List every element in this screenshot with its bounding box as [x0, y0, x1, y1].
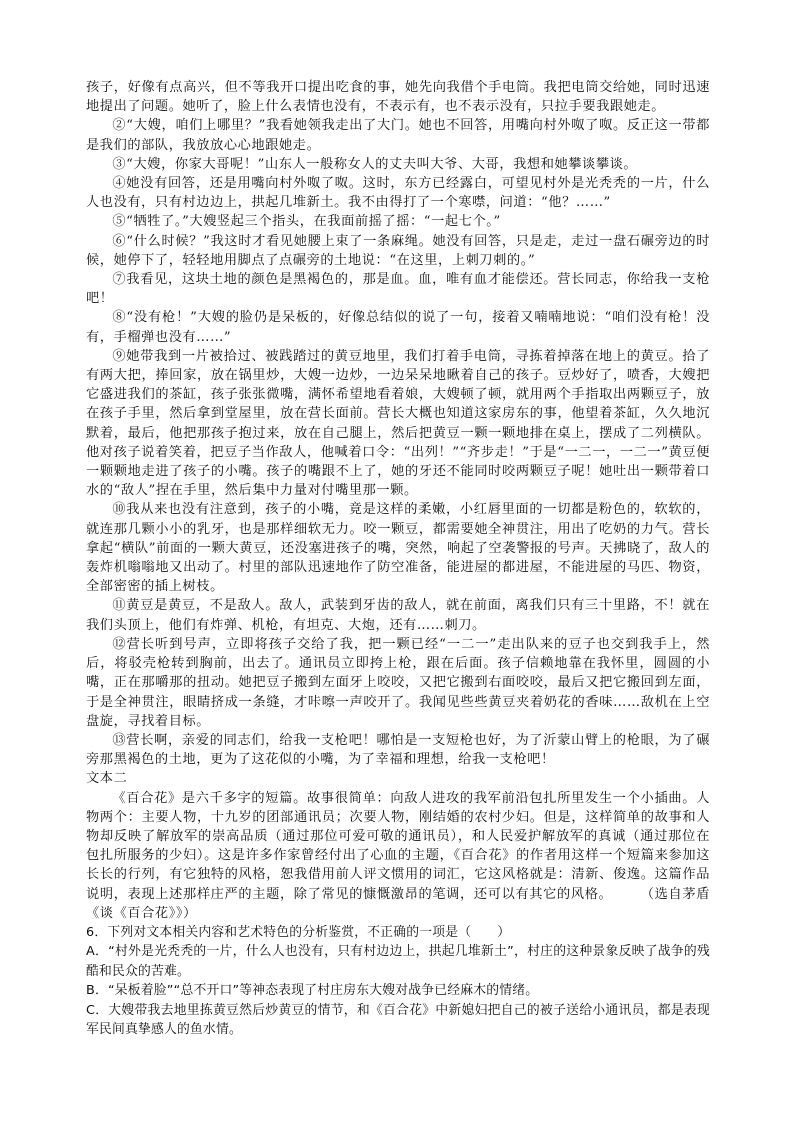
paragraph-6: ⑥“什么时候？”我这时才看见她腰上束了一条麻绳。她没有回答，只是走，走过一盘石碾旁边的时候，她停下了，轻轻地用脚点了点碾旁的土地说：“在这里，上刺刀刺的。” [86, 233, 710, 268]
paragraph-3: ③“大嫂，你家大哥呢！”山东人一般称女人的丈夫叫大爷、大哥，我想和她攀谈攀谈。 [112, 156, 638, 172]
option-c[interactable]: C．大嫂带我去地里拣黄豆然后炒黄豆的情节，和《百合花》中新媳妇把自己的被子送给小通讯员，都是表现军民间真挚感人的鱼水情。 [86, 1002, 710, 1037]
paragraph-10: ⑩我从来也没有注意到，孩子的小嘴，竟是这样的柔嫩，小红唇里面的一切都是粉色的，软软的，就连那几颗小小的乳牙，也是那样细软无力。咬一颗豆，都需要她全神贯注，用出了吃奶的力气。营长拿起“横队”前面的一颗大黄豆，还没塞进孩子的嘴，突然，响起了空袭警报的号声。天拂晓了，敌人的轰炸机嗡嗡地又出动了。村里的部队迅速地作了防空准备，能进屋的都进屋，不能进屋的马匹、物资，全部密密的插上树枝。 [86, 502, 710, 595]
passage-two [86, 789, 710, 923]
paragraph-8: ⑧“没有枪！”大嫂的脸仍是呆板的，好像总结似的说了一句，接着又喃喃地说：“咱们没有枪！没有，手榴弹也没有……” [86, 310, 710, 345]
passage-two-source: （选自茅盾《谈《百合花》》） [86, 886, 710, 921]
paragraph-continued: 孩子，好像有点高兴，但不等我开口提出吃食的事，她先向我借个手电筒。我把电筒交给她，同时迅速地提出了问题。她听了，脸上什么表情也没有，不表示有，也不表示没有，只拉手要我跟她走。 [86, 80, 710, 115]
paragraph-7: ⑦我看见，这块土地的颜色是黑褐色的，那是血。血，唯有血才能偿还。营长同志，你给我一支枪吧！ [86, 272, 710, 307]
question-stem: 6．下列对文本相关内容和艺术特色的分析鉴赏，不正确的一项是（ ） [86, 924, 511, 940]
option-b[interactable]: B．“呆板着脸”“总不开口”等神态表现了村庄房东大嫂对战争已经麻木的情绪。 [86, 983, 539, 999]
paragraph-4: ④她没有回答，还是用嘴向村外呶了呶。这时，东方已经露白，可望见村外是光秃秃的一片，什么人也没有，只有村边边上，拱起几堆新土。我不由得打了一个寒噤，问道：“他？……” [86, 176, 710, 211]
paragraph-12: ⑫营长听到号声，立即将孩子交给了我，把一颗已经“一二一”走出队来的豆子也交到我手上，然后，将驳壳枪转到胸前，出去了。通讯员立即挎上枪，跟在后面。孩子信赖地靠在我怀里，圆圆的小嘴，正在那嚼那的扭动。她把豆子搬到左面牙上咬咬，又把它搬到右面咬咬，最后又把它搬回到左面，于是全神贯注，眼睛挤成一条缝，才咔嚓一声咬开了。我闻见些些黄豆夹着奶花的香味……敌机在上空盘旋，寻找着目标。 [86, 636, 710, 729]
paragraph-13: ⑬营长啊，亲爱的同志们，给我一支枪吧！哪怕是一支短枪也好，为了沂蒙山臂上的枪眼，为了碾旁那黑褐色的土地，更为了这花似的小嘴，为了幸福和理想，给我一支枪吧！ [86, 732, 710, 768]
paragraph-2: ②“大嫂，咱们上哪里？”我看她领我走出了大门。她也不回答，用嘴向村外呶了呶。反正这一带都是我们的部队，我放放心心地跟她走。 [86, 118, 710, 153]
paragraph-9: ⑨她带我到一片被拾过、被践踏过的黄豆地里，我们打着手电筒，寻拣着掉落在地上的黄豆。拾了有两大把，捧回家，放在锅里炒，大嫂一边炒，一边呆呆地瞅着自己的孩子。豆炒好了，喷香，大嫂把它盛进我们的茶缸，孩子张张微嘴，满怀希望地看着娘，大嫂顿了顿，就用两个手指取出两颗豆子，放在孩子手里，然后拿到堂屋里，放在营长面前。营长大概也知道这家房东的事，他望着茶缸，久久地沉默着，最后，他把那孩子抱过来，放在自己腿上，然后把黄豆一颗一颗地排在桌上，摆成了二列横队。他对孩子说着笑着，把豆子当作敌人，他喊着口令：“出列！”“齐步走！”于是“一二一，一二一”黄豆便一颗颗地走进了孩子的小嘴。孩子的嘴跟不上了，她的牙还不能同时咬两颗豆子呢！她吐出一颗带着口水的“敌人”捏在手里，然后集中力量对付嘴里那一颗。 [86, 348, 710, 499]
paragraph-5: ⑤“牺牲了。”大嫂竖起三个指头，在我面前摇了摇：“一起七个。” [112, 214, 501, 230]
passage-two-text: 《百合花》是六千多字的短篇。故事很简单：向敌人进攻的我军前沿包扎所里发生一个小插曲。人物两个：主要人物，十九岁的团部通讯员；次要人物，刚结婚的农村少妇。但是，这样简单的故事和人物却反映了解放军的崇高品质（通过那位可爱可敬的通讯员），和人民爱护解放军的真诚（通过那位在包扎所服务的少妇）。这是许多作家曾经付出了心血的主题，《百合花》的作者用这样一个短篇来参加这长长的行列，有它独特的风格，恕我借用前人评文惯用的词汇，它这风格就是：清新、俊逸。这篇作品说明，表现上述那样庄严的主题，除了常见的慷慨激昂的笔调，还可以有其它的风格。 [86, 790, 710, 902]
passage-one [86, 78, 710, 769]
question-6 [86, 923, 710, 1039]
text-two-label: 文本二 [86, 771, 128, 787]
paragraph-11: ⑪黄豆是黄豆，不是敌人。敌人，武装到牙齿的敌人，就在前面，离我们只有三十里路，不！就在我们头顶上，他们有炸弹、机枪，有坦克、大炮，还有……刺刀。 [86, 598, 710, 633]
passage-two-paragraph [86, 789, 710, 923]
option-a[interactable]: A．“村外是光秃秃的一片，什么人也没有，只有村边边上，拱起几堆新土”，村庄的这种景象反映了战争的残酷和民众的苦难。 [86, 944, 710, 979]
